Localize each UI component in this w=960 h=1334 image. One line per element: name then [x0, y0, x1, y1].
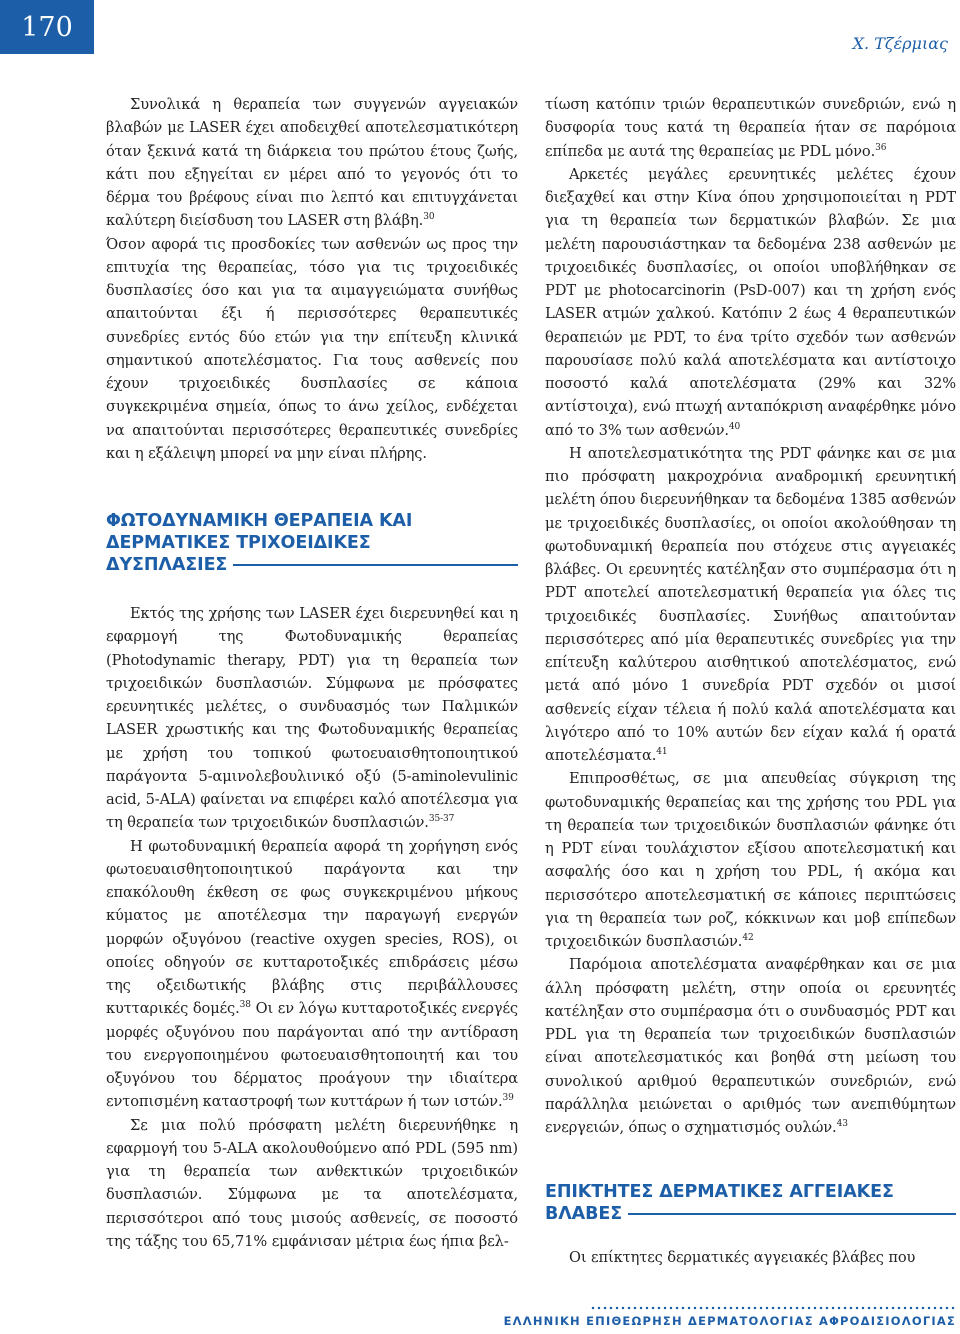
paragraph: Επιπροσθέτως, σε μια απευθείας σύγκριση της φωτοδυναμικής θεραπείας και της χρήσης του PDL για τη θεραπεία των τριχοειδικών δυσπλασιών φάνηκε ότι η PDT είναι τουλάχιστον εξίσου αποτελεσματική και ασφαλής όσο και η χρήση του PDL, ή ακόμα και περισσότερο αποτελεσματική σε κάποιες περιπτώσεις για τη θεραπεία των ροζ, κόκκινων και μοβ επίπεδων τριχοειδικών δυσπλασιών.$^{42}$: [545, 770, 956, 950]
reference-superscript: 30: [423, 212, 435, 223]
left-column: [106, 93, 518, 1253]
paragraph: Η αποτελεσματικότητα της PDT φάνηκε και σε μια πιο πρόσφατη μακροχρόνια αναδρομική ερευνητική μελέτη όπου διερευνήθηκαν τα δεδομένα 1385 ασθενών με τριχοειδικές δυσπλασίες, οι οποίοι ακολούθησαν τη φωτοδυναμική θεραπεία που στόχευε στις αγγειακές βλάβες. Οι ερευνητές κατέληξαν στο συμπέρασμα ότι η PDT αποτελεί αποτελεσματική θεραπεία για όλες τις τριχοειδικές δυσπλασίες. Συνήθως απαιτούνταν περισσότερες από μία θεραπευτικές συνεδρίες για την επίτευξη καλύτερου αισθητικού αποτελέσματος, ενώ μετά από μόνο 1 συνεδρία PDT σχεδόν οι μισοί ασθενείς είχαν τέλεια ή πολύ καλά αποτελέσματα και λιγότερο από το 10% αυτών δεν είχαν καλά ή ορατά αποτελέσματα.$^{41}$: [545, 444, 956, 764]
right-column: [545, 93, 956, 1270]
page-number: 170: [0, 0, 94, 54]
paragraph: Συνολικά η θεραπεία των συγγενών αγγειακών βλαβών με LASER έχει αποδειχθεί αποτελεσματικότερη όταν ξεκινά κατά τη διάρκεια του πρώτου έτους ζωής, κάτι που εξηγείται εν μέρει από το γεγονός ότι το δέρμα του βρέφους είναι πιο λεπτό και επιτυγχάνεται καλύτερη διείσδυση του LASER στη βλάβη.$^{30}$: [106, 96, 518, 230]
reference-superscript: 40: [728, 421, 741, 432]
heading-rule: [628, 1213, 956, 1215]
reference-superscript: 35-37: [428, 814, 455, 825]
journal-footer: ΕΛΛΗΝΙΚΗ ΕΠΙΘΕΩΡΗΣΗ ΔΕΡΜΑΤΟΛΟΓΙΑΣ ΑΦΡΟΔΙΣΙΟΛΟΓΙΑΣ: [503, 1314, 956, 1328]
reference-superscript: 42: [742, 933, 754, 944]
heading-rule: [233, 564, 518, 566]
paragraph: Αρκετές μεγάλες ερευνητικές μελέτες έχουν διεξαχθεί και στην Κίνα όπου χρησιμοποιείται η PDT για τη θεραπεία των δερματικών βλαβών. Σε μια μελέτη παρουσιάστηκαν τα δεδομένα 238 ασθενών με τριχοειδικές δυσπλασίες, οι οποίοι υποβλήθηκαν σε PDT με photocarcinorin (PsD-007) και τη χρήση ενός LASER ατμών χαλκού. Κατόπιν 2 έως 4 θεραπευτικών θεραπειών με PDT, το ένα τρίτο σχεδόν των ασθενών παρουσίασε πολύ καλά αποτελέσματα και αντίστοιχο ποσοστό καλά αποτελέσματα (29% και 32% αντίστοιχα), ενώ πτωχή ανταπόκριση αναφέρθηκε μόνο από το 3% των ασθενών.$^{40}$: [545, 165, 956, 439]
paragraph: Όσον αφορά τις προσδοκίες των ασθενών ως προς την επιτυχία της θεραπείας, τόσο για τις τριχοειδικές δυσπλασίες όσο και για τα αιμαγγειώματα συνήθως απαιτούνται έξι ή περισσότερες θεραπευτικές συνεδρίες εντός δύο ετών για την επίτευξη κλινικά σημαντικού αποτελέσματος. Για τους ασθενείς που έχουν τριχοειδικές δυσπλασίες σε κάποια συγκεκριμένα σημεία, όπως το άνω χείλος, ενδέχεται να απαιτούνται περισσότερες θεραπευτικές συνεδρίες και η εξάλειψη μπορεί να μην είναι πλήρης.: [106, 235, 518, 462]
heading-line: ΔΕΡΜΑΤΙΚΕΣ ΤΡΙΧΟΕΙΔΙΚΕΣ: [106, 533, 371, 553]
running-header-author: Χ. Τζέρμιας: [852, 34, 948, 53]
heading-line: ΔΥΣΠΛΑΣΙΕΣ: [106, 555, 228, 575]
paragraph: τίωση κατόπιν τριών θεραπευτικών συνεδριών, ενώ η δυσφορία τους κατά τη θεραπεία ήταν σε παρόμοια επίπεδα με αυτά της θεραπείας με PDL μόνο.$^{36}$: [545, 96, 956, 160]
reference-superscript: 43: [836, 1119, 848, 1130]
paragraph: Σε μια πολύ πρόσφατη μελέτη διερευνήθηκε η εφαρμογή του 5-ALA ακολουθούμενο από PDL (595 nm) για τη θεραπεία των ανθεκτικών τριχοειδικών δυσπλασιών. Σύμφωνα με τα αποτελέσματα, περισσότεροι από τους μισούς ασθενείς, σε ποσοστό της τάξης του 65,71% εμφάνισαν μέτρια έως ήπια βελ-: [106, 1116, 518, 1250]
paragraph: Εκτός της χρήσης των LASER έχει διερευνηθεί και η εφαρμογή της Φωτοδυναμικής θεραπείας (Photodynamic therapy, PDT) για τη θεραπεία των τριχοειδικών δυσπλασιών. Σύμφωνα με πρόσφατες ερευνητικές μελέτες, ο συνδυασμός των Παλμικών LASER χρωστικής και της Φωτοδυναμικής θεραπείας με χρήση του τοπικού φωτοευαισθητοποιητικού παράγοντα 5-αμινολεβουλινικό οξύ (5-aminolevulinic acid, 5-ALA) φαίνεται να επιφέρει καλό αποτέλεσμα για τη θεραπεία των τριχοειδικών δυσπλασιών.$^{35-37}$: [106, 605, 518, 832]
heading-line: ΦΩΤΟΔΥΝΑΜΙΚΗ ΘΕΡΑΠΕΙΑ ΚΑΙ: [106, 511, 413, 531]
heading-line: ΕΠΙΚΤΗΤΕΣ ΔΕΡΜΑΤΙΚΕΣ ΑΓΓΕΙΑΚΕΣ: [545, 1182, 894, 1203]
reference-superscript: 41: [656, 747, 668, 758]
reference-superscript: 39: [502, 1093, 514, 1104]
reference-superscript: 36: [875, 142, 887, 153]
reference-superscript: 38: [239, 1000, 251, 1011]
paragraph: Οι επίκτητες δερματικές αγγειακές βλάβες που: [569, 1249, 916, 1267]
paragraph: Παρόμοια αποτελέσματα αναφέρθηκαν και σε μια άλλη πρόσφατη μελέτη, στην οποία οι ερευνητές κατέληξαν στο συμπέρασμα ότι ο συνδυασμός PDT και PDL για τη θεραπεία των τριχοειδικών δυσπλασιών είναι αποτελεσματικός και βοηθά στη μείωση του συνολικού αριθμού θεραπευτικών συνεδριών, ενώ παράλληλα μειώνεται ο αριθμός των ανεπιθύμητων ενεργειών, όπως ο σχηματισμός ουλών.$^{43}$: [545, 956, 956, 1136]
heading-line: ΒΛΑΒΕΣ: [545, 1204, 623, 1225]
paragraph: Η φωτοδυναμική θεραπεία αφορά τη χορήγηση ενός φωτοευαισθητοποιητικού παράγοντα και την επακόλουθη έκθεση σε φως συγκεκριμένου μήκους κύματος με αποτέλεσμα την παραγωγή ενεργών μορφών οξυγόνου (reactive oxygen species, ROS), οι οποίες οδηγούν σε κυτταροτοξικές επιδράσεις μέσω της οξειδωτικής βλάβης στις περιβάλλουσες κυτταρικές δομές.$^{38}$ Οι εν λόγω κυτταροτοξικές ενεργές μορφές οξυγόνου που παράγονται από την αντίδραση του ενεργοποιημένου φωτοευαισθητοποιητή και του οξυγόνου του δέρματος προάγουν την ιδιαίτερα εντοπισμένη καταστροφή των κυττάρων ή των ιστών.$^{39}$: [106, 837, 518, 1111]
section-heading-photodynamic: [106, 510, 518, 576]
section-heading-acquired: [545, 1181, 956, 1225]
footer-dotted-rule: [590, 1305, 956, 1311]
